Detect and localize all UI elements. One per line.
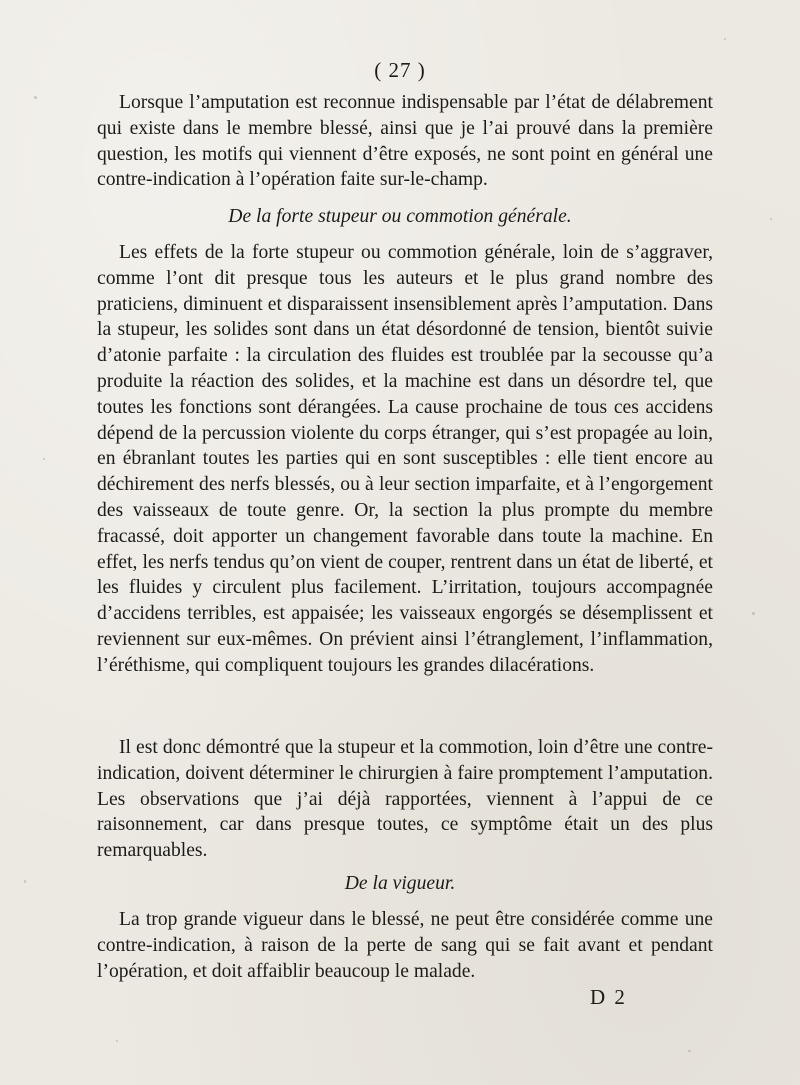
paper-speck bbox=[724, 38, 726, 40]
conclusion-paragraph: Il est donc démontré que la stupeur et la commotion, loin d’être une contre-indication, doivent déterminer le chirurgien à faire promptement l’amputation. Les observations que j’ai déjà rapportées, viennent à l’appui de ce raisonnement, car dans presque toutes, ce symptôme était un des plus remarquables. bbox=[97, 737, 713, 862]
paper-speck bbox=[43, 458, 45, 460]
paper-speck bbox=[752, 612, 755, 615]
paper-speck bbox=[24, 880, 26, 883]
stupeur-paragraph: Les effets de la forte stupeur ou commotion générale, loin de s’aggraver, comme l’ont dit presque tous les auteurs et le plus grand nombre des praticiens, diminuent et disparaissent insensiblement après l’amputation. Dans la stupeur, les solides sont dans un état désordonné de tension, bientôt suivie d’atonie parfaite : la circulation des fluides est troublée par la secousse qu’a produite la réaction des solides, et la machine est dans un désordre tel, que toutes les fonctions sont dérangées. La cause prochaine de tous ces accidens dépend de la percussion violente du corps étranger, qui s’est propagée au loin, en ébranlant toutes les parties qui en sont susceptibles : elle tient encore au déchirement des nerfs blessés, ou à leur section imparfaite, et à l’engorgement des vaisseaux de toute genre. Or, la section la plus prompte du membre fracassé, doit apporter un changement favorable dans toute la machine. En effet, les nerfs tendus qu’on vient de couper, rentrent dans un état de liberté, et les fluides y circulent plus facilement. L’irritation, toujours accompagnée d’accidens terribles, est appaisée; les vaisseaux engorgés se désemplissent et reviennent sur eux-mêmes. On prévient ainsi l’étranglement, l’inflammation, l’éréthisme, qui compliquent toujours les grandes dilacérations. bbox=[97, 242, 713, 676]
section-heading-stupeur: De la forte stupeur ou commotion générale. bbox=[228, 206, 572, 227]
stupeur-paragraph-block bbox=[97, 240, 713, 679]
vigueur-paragraph-block bbox=[97, 907, 713, 984]
paper-speck bbox=[688, 1050, 691, 1052]
paper-speck bbox=[116, 1040, 118, 1042]
paper-speck bbox=[34, 96, 37, 99]
page-number: ( 27 ) bbox=[374, 58, 426, 82]
vigueur-paragraph: La trop grande vigueur dans le blessé, ne peut être considérée comme une contre-indication, à raison de la perte de sang qui se fait avant et pendant l’opération, et doit affaiblir beaucoup le malade. bbox=[97, 909, 713, 982]
conclusion-paragraph-block bbox=[97, 735, 713, 864]
intro-paragraph-block bbox=[97, 90, 713, 193]
intro-paragraph: Lorsque l’amputation est reconnue indispensable par l’état de délabrement qui existe dans le membre blessé, ainsi que je l’ai prouvé dans la première question, les motifs qui viennent d’être exposés, ne sont point en général une contre-indication à l’opération faite sur-le-champ. bbox=[97, 92, 713, 191]
paper-speck bbox=[770, 218, 772, 220]
section-heading-vigueur: De la vigueur. bbox=[344, 873, 456, 894]
signature-mark: D 2 bbox=[590, 985, 627, 1009]
